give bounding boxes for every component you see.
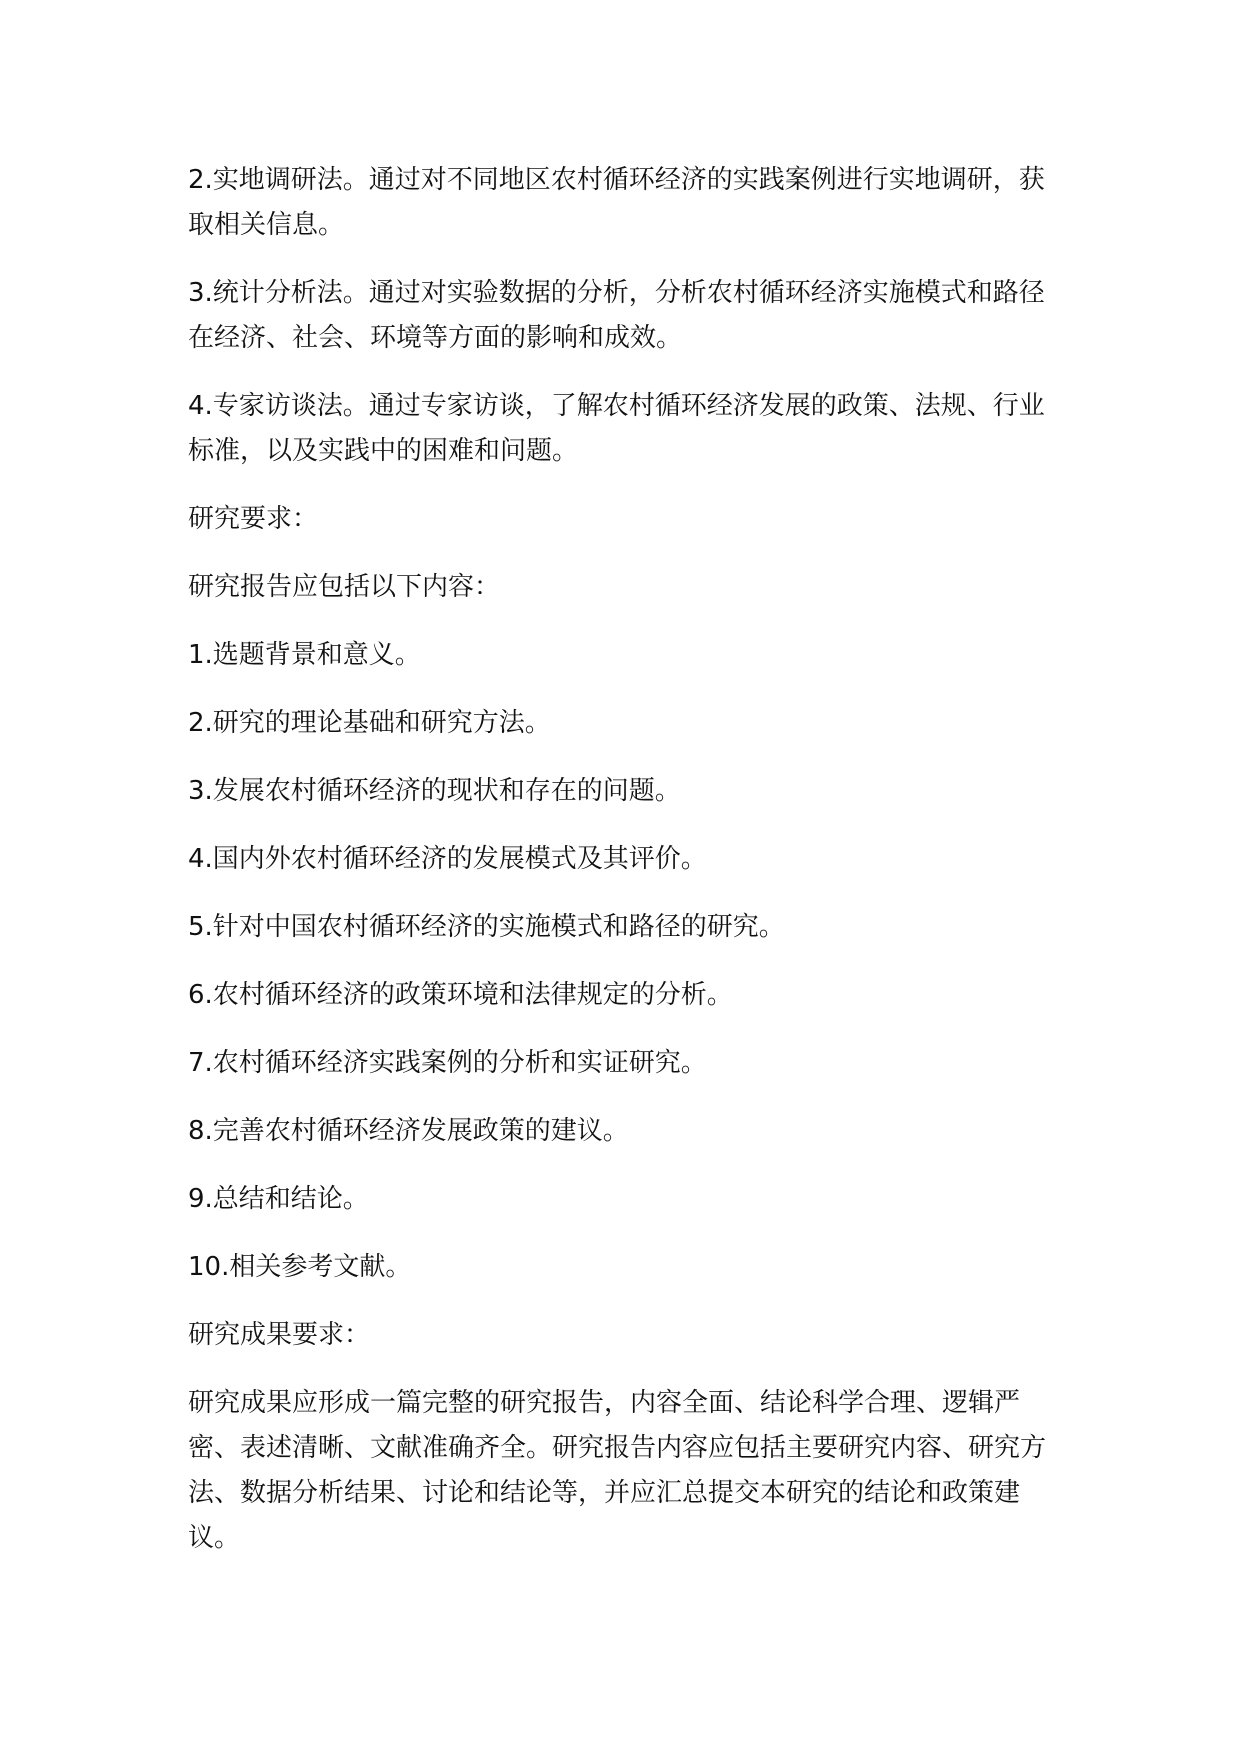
list-item-4: 4.国内外农村循环经济的发展模式及其评价。 xyxy=(188,844,707,874)
heading-research-requirements: 研究要求： xyxy=(188,504,319,534)
paragraph-expert-interview-method: 4.专家访谈法。通过专家访谈，了解农村循环经济发展的政策、法规、行业标准，以及实践中的困难和问题。 xyxy=(188,391,1045,466)
list-item-6: 6.农村循环经济的政策环境和法律规定的分析。 xyxy=(188,980,733,1010)
list-item-8: 8.完善农村循环经济发展政策的建议。 xyxy=(188,1116,629,1146)
list-item-3: 3.发展农村循环经济的现状和存在的问题。 xyxy=(188,776,681,806)
list-item-1: 1.选题背景和意义。 xyxy=(188,640,421,670)
paragraph-report-contents-intro: 研究报告应包括以下内容： xyxy=(188,572,501,602)
list-item-9: 9.总结和结论。 xyxy=(188,1184,369,1214)
list-item-5: 5.针对中国农村循环经济的实施模式和路径的研究。 xyxy=(188,912,785,942)
paragraph-statistical-method: 3.统计分析法。通过对实验数据的分析，分析农村循环经济实施模式和路径在经济、社会、环境等方面的影响和成效。 xyxy=(188,278,1045,353)
paragraph-research-output-description: 研究成果应形成一篇完整的研究报告，内容全面、结论科学合理、逻辑严密、表述清晰、文献准确齐全。研究报告内容应包括主要研究内容、研究方法、数据分析结果、讨论和结论等，并应汇总提交本研究的结论和政策建议。 xyxy=(188,1388,1047,1553)
paragraph-field-research-method: 2.实地调研法。通过对不同地区农村循环经济的实践案例进行实地调研，获取相关信息。 xyxy=(188,165,1045,240)
list-item-2: 2.研究的理论基础和研究方法。 xyxy=(188,708,551,738)
heading-research-output-requirements: 研究成果要求： xyxy=(188,1320,371,1350)
document-body xyxy=(188,158,1068,1584)
list-item-7: 7.农村循环经济实践案例的分析和实证研究。 xyxy=(188,1048,707,1078)
list-item-10: 10.相关参考文献。 xyxy=(188,1252,412,1282)
